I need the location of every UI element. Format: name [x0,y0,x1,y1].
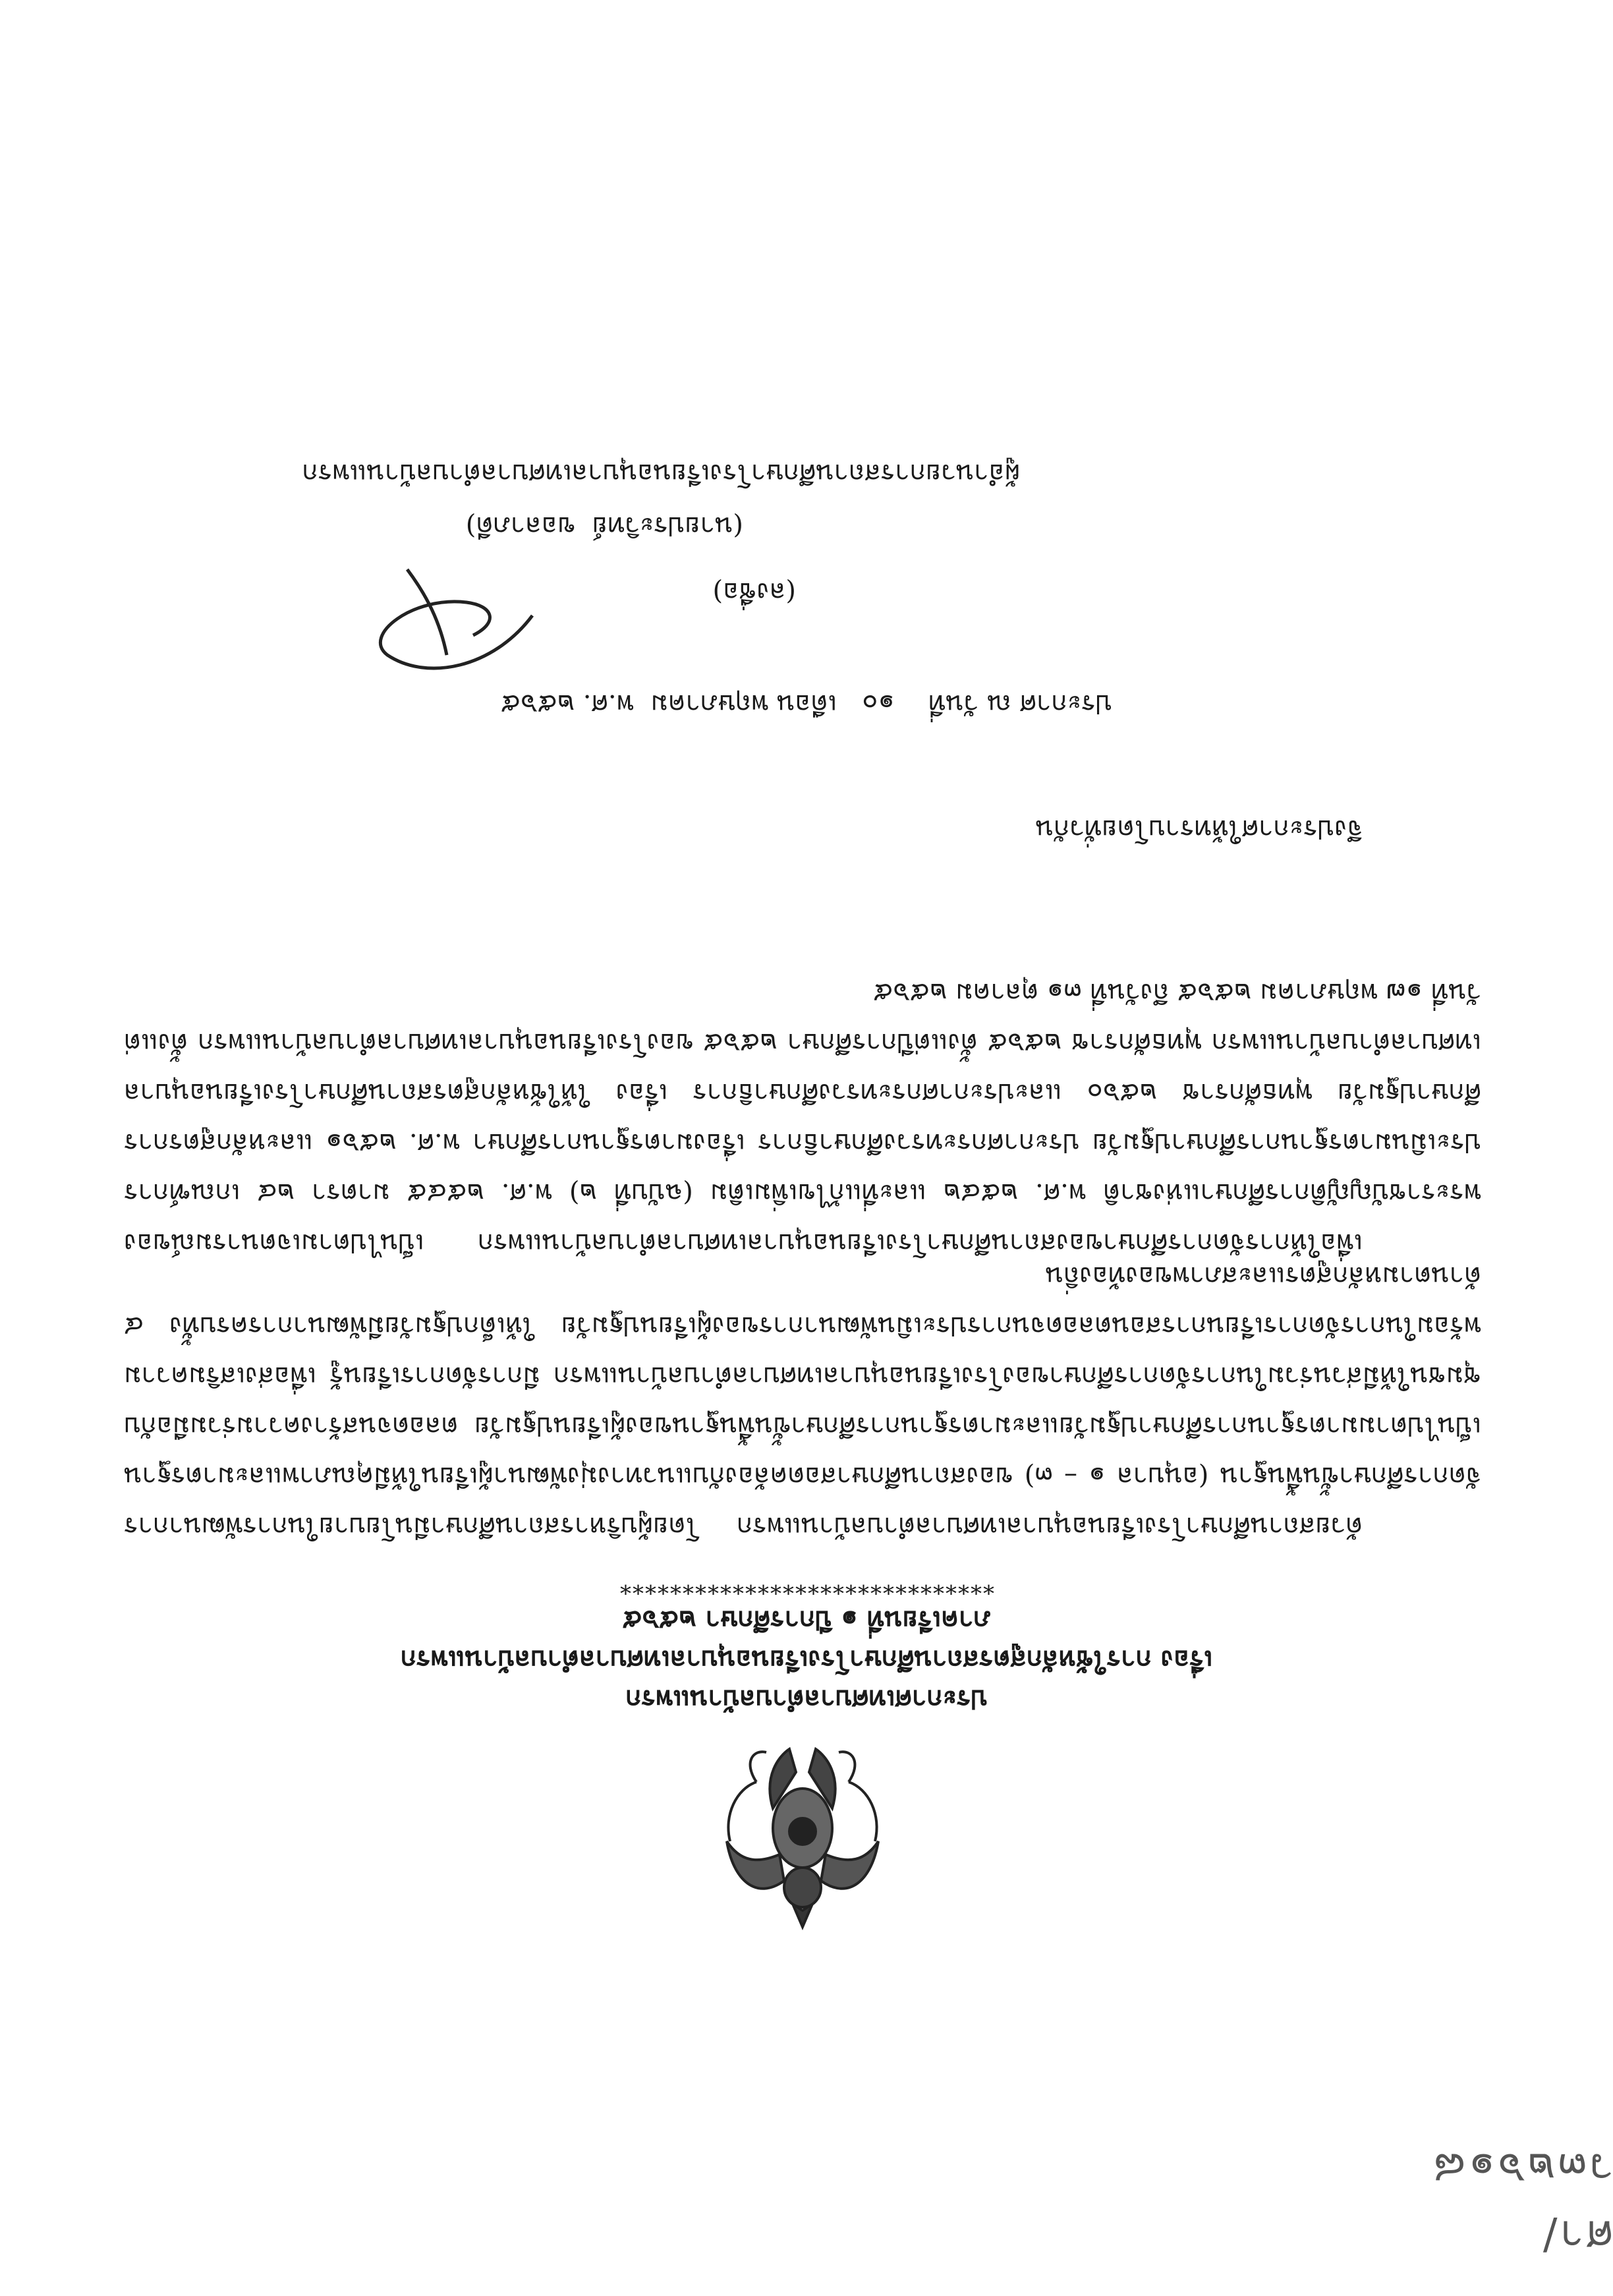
date-line: ประกาศ ณ วันที่ ๑๐ เดือน พฤษภาคม พ.ศ. ๒๕๖๕ [500,689,1112,719]
subject-line [0,1642,1613,1677]
signer-name: (นายประวิทย์ ขอลาภดี) [465,511,743,541]
paragraph-2: เพื่อให้การจัดการศึกษาของสถานศึกษาโรงเรียนอนุบาลเทศบาลตำบลบ้านแพรก เป็นไปตามเจตนารมณ์ของพระราชบัญญัติการศึกษาแห่งชาติ พ.ศ. ๒๕๔๒ และที่แก้ไขเพิ่มเติม (ฉบับที่ ๒) พ.ศ. ๒๕๔๕ มาตรา ๒๔ เกณฑ์การประเมินมาตรฐานการศึกษาปฐมวัย ประกาศกระทรวงศึกษาธิการ เรื่องมาตรฐานการศึกษา พ.ศ. ๒๕๖๑ และหลักสูตรการศึกษาปฐมวัย พุทธศักราช ๒๕๖๐ และประกาศกระทรวงศึกษาธิการ เรื่อง ให้ใช้หลักสูตรสถานศึกษาโรงเรียนอนุบาลเทศบาลตำบลบ้านแพรก พุทธศักราช ๒๕๖๕ ตั้งแต่ปีการศึกษา ๒๕๖๕ ของโรงเรียนอนุบาลเทศบาลตำบลบ้านแพรก ตั้งแต่วันที่ ๑๗ พฤษภาคม ๒๕๖๕ ถึงวันที่ ๓๑ ตุลาคม ๒๕๖๕ [124,977,1481,1258]
paragraph-3: จึงประกาศให้ทราบโดยทั่วกัน [1035,814,1363,844]
subject-label: เรื่อง [1160,1644,1213,1675]
handwritten-note: ศา/ว๓๒๖๑๘ [1430,2144,1613,2260]
signed-label: (ลงชื่อ) [712,577,796,607]
subject-text: การใช้หลักสูตรสถานศึกษาโรงเรียนอนุบาลเทศบาลตำบลบ้านแพรก [400,1644,1152,1675]
signature-mark [348,563,546,695]
signer-title: ผู้อำนวยการสถานศึกษาโรงเรียนอนุบาลเทศบาลตำบลบ้านแพรก [302,458,1020,488]
announcement-header: ประกาศเทศบาลตำบลบ้านแพรก [625,1684,988,1715]
separator-stars: ****************************** [619,1572,994,1599]
garuda-emblem [717,1742,888,1940]
term-line: ภาคเรียนที่ ๑ ปีการศึกษา ๒๕๖๕ [622,1605,991,1636]
paragraph-1: ด้วยสถานศึกษาโรงเรียนอนุบาลเทศบาลตำบลบ้านแพรก โดยผู้บริหารสถานศึกษามีนโยบายในการพัฒนาการจัดการศึกษาขั้นพื้นฐาน (อนุบาล ๑ – ๓) ของสถานศึกษาสอดคล้องกับแนวทางมุ่งพัฒนาผู้เรียนให้มีคุณภาพและมาตรฐาน เป็นไปตามมาตรฐานการศึกษาปฐมวัยและมาตรฐานการศึกษาขั้นพื้นฐานของผู้เรียนปฐมวัย ตลอดจนสร้างความร่วมมือกับชุมชนให้มีส่วนร่วมในการจัดการศึกษาของโรงเรียนอนุบาลเทศบาลตำบลบ้านแพรก มีการจัดการเรียนรู้ เพื่อส่งเสริมความพร้อมในการจัดการเรียนการสอนตลอดจนการประเมินพัฒนาการของผู้เรียนปฐมวัย ให้เด็กปฐมวัยมีพัฒนาการครบทั้ง ๔ ด้านตามหลักสูตรและสภาพของท้องถิ่น [124,1261,1481,1541]
